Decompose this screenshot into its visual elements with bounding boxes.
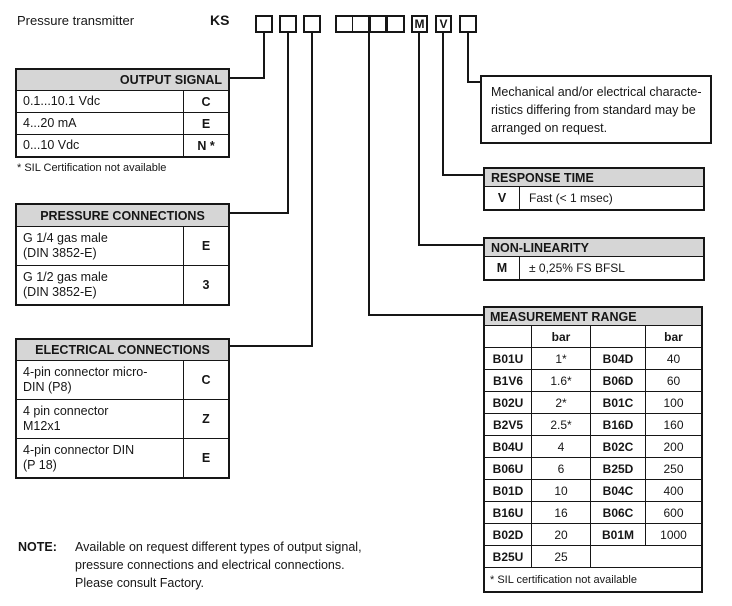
unit-right-label: bar: [645, 326, 701, 347]
table-row: [485, 524, 701, 546]
table-row: [17, 135, 228, 156]
code-box-pressure-connection: [279, 15, 297, 33]
range-value: 2.5*: [531, 414, 590, 435]
row-code: C: [183, 91, 228, 112]
range-value: 10: [531, 480, 590, 501]
output-signal-table: [15, 68, 230, 158]
row-code: M: [485, 257, 520, 279]
range-value: 60: [645, 370, 701, 391]
row-code: E: [183, 227, 228, 265]
connector-electrical-v: [311, 32, 313, 347]
request-note-line: Mechanical and/or electrical characte-: [491, 85, 702, 99]
row-label-line1: 4-pin connector micro-: [23, 365, 148, 379]
range-empty-cell: [590, 546, 701, 567]
row-label: 4...20 mA: [23, 116, 77, 130]
connector-output-signal-v: [263, 32, 265, 79]
range-value: 160: [645, 414, 701, 435]
request-note-box: [480, 75, 712, 144]
row-code: C: [183, 361, 228, 399]
table-row: [17, 439, 228, 477]
range-value: 20: [531, 524, 590, 545]
note-line: pressure connections and electrical connections.: [75, 558, 345, 572]
range-code: B06U: [492, 461, 524, 476]
model-code: KS: [210, 12, 230, 28]
range-code: B16D: [590, 414, 645, 435]
range-code: B16U: [492, 505, 524, 520]
code-box-response-time: V: [435, 15, 452, 33]
row-label-line1: G 1/2 gas male: [23, 270, 108, 284]
measurement-range-footnote-row: [485, 568, 701, 591]
range-code: B01C: [590, 392, 645, 413]
request-note-line: ristics differing from standard may be: [491, 103, 696, 117]
response-time-table: [483, 167, 705, 211]
range-code: B02U: [492, 395, 524, 410]
code-box-special-request: [459, 15, 477, 33]
row-label: [17, 361, 183, 399]
connector-responsetime-v: [442, 32, 444, 176]
range-code: B01D: [492, 483, 524, 498]
range-code: B25D: [590, 458, 645, 479]
range-char-3: [368, 17, 386, 31]
code-box-electrical-connection: [303, 15, 321, 33]
range-code: B06C: [590, 502, 645, 523]
range-value: 40: [645, 348, 701, 369]
pressure-connections-table: [15, 203, 230, 306]
row-value: Fast (< 1 msec): [529, 191, 613, 205]
row-code: V: [485, 187, 520, 209]
table-row: [485, 546, 701, 568]
non-linearity-table: [483, 237, 705, 281]
pressure-connections-header: PRESSURE CONNECTIONS: [17, 205, 228, 227]
range-code: B04D: [590, 348, 645, 369]
range-value: 2*: [531, 392, 590, 413]
response-time-header: RESPONSE TIME: [485, 169, 703, 187]
table-row: [485, 436, 701, 458]
row-label-line1: 4 pin connector: [23, 404, 109, 418]
connector-pressure-h: [229, 212, 289, 214]
measurement-range-footnote: * SIL certification not available: [490, 573, 637, 586]
range-value: 25: [531, 546, 590, 567]
page-title: Pressure transmitter: [17, 13, 135, 28]
row-label-line2: DIN (P8): [23, 380, 72, 394]
range-value: 4: [531, 436, 590, 457]
connector-pressure-v: [287, 32, 289, 214]
range-code: B04C: [590, 480, 645, 501]
range-value: 1*: [531, 348, 590, 369]
connector-nonlinearity-h: [418, 244, 485, 246]
code-box-output-signal: [255, 15, 273, 33]
row-label: [17, 400, 183, 438]
connector-nonlinearity-v: [418, 32, 420, 246]
range-value: 100: [645, 392, 701, 413]
range-value: 1000: [645, 524, 701, 545]
note-label: NOTE:: [18, 540, 57, 554]
table-row: [485, 257, 703, 279]
table-row: [485, 414, 701, 436]
row-label: [17, 227, 183, 265]
range-char-2: [352, 17, 368, 31]
range-code: B1V6: [492, 373, 524, 388]
row-value: ± 0,25% FS BFSL: [529, 261, 625, 275]
table-row: [17, 227, 228, 266]
request-note-line: arranged on request.: [491, 121, 608, 135]
range-code: B04U: [492, 439, 524, 454]
table-row: [485, 370, 701, 392]
row-code: E: [183, 439, 228, 477]
table-row: [485, 187, 703, 209]
range-code: B01M: [590, 524, 645, 545]
code-box-non-linearity: M: [411, 15, 428, 33]
range-char-1: [337, 17, 352, 31]
row-code: N *: [183, 135, 228, 156]
row-label: [17, 439, 183, 477]
electrical-connections-header: ELECTRICAL CONNECTIONS: [17, 340, 228, 361]
unit-cell: [485, 326, 531, 347]
table-row: [17, 91, 228, 113]
note-text: [75, 538, 362, 592]
row-label-line2: (DIN 3852-E): [23, 246, 97, 260]
table-row: [485, 392, 701, 414]
code-box-measurement-range: [335, 15, 405, 33]
connector-responsetime-h: [442, 174, 485, 176]
table-row: [17, 361, 228, 400]
range-value: 200: [645, 436, 701, 457]
range-code: B02D: [492, 527, 524, 542]
measurement-range-header: MEASUREMENT RANGE: [485, 308, 701, 326]
row-code: 3: [183, 266, 228, 304]
unit-row: [485, 326, 701, 348]
row-label: [17, 266, 183, 304]
connector-range-h: [368, 314, 485, 316]
range-char-4: [385, 17, 403, 31]
table-row: [17, 266, 228, 304]
table-row: [485, 480, 701, 502]
connector-output-signal-h: [229, 77, 265, 79]
range-value: 16: [531, 502, 590, 523]
range-value: 600: [645, 502, 701, 523]
row-label-line1: 4-pin connector DIN: [23, 443, 135, 457]
connector-range-v: [368, 32, 370, 316]
note-line: Please consult Factory.: [75, 576, 204, 590]
range-code: B2V5: [492, 417, 524, 432]
table-row: [485, 502, 701, 524]
table-row: [17, 113, 228, 135]
row-label: 0.1...10.1 Vdc: [23, 94, 101, 108]
range-code: B25U: [492, 549, 524, 564]
table-row: [485, 348, 701, 370]
range-value: 250: [645, 458, 701, 479]
table-row: [17, 400, 228, 439]
output-signal-header: OUTPUT SIGNAL: [17, 70, 228, 91]
connector-request-v: [467, 32, 469, 83]
note-line: Available on request different types of output signal,: [75, 540, 362, 554]
output-signal-footnote: * SIL Certification not available: [17, 162, 167, 174]
row-code: E: [183, 113, 228, 134]
measurement-range-table: [483, 306, 703, 593]
unit-left-label: bar: [531, 326, 590, 347]
row-code: Z: [183, 400, 228, 438]
row-label-line1: G 1/4 gas male: [23, 231, 108, 245]
non-linearity-header: NON-LINEARITY: [485, 239, 703, 257]
row-label-line2: (P 18): [23, 458, 57, 472]
range-value: 1.6*: [531, 370, 590, 391]
row-label-line2: (DIN 3852-E): [23, 285, 97, 299]
range-value: 6: [531, 458, 590, 479]
row-label: 0...10 Vdc: [23, 138, 80, 152]
range-code: B02C: [590, 436, 645, 457]
range-code: B01U: [492, 351, 524, 366]
row-label-line2: M12x1: [23, 419, 61, 433]
electrical-connections-table: [15, 338, 230, 479]
range-code: B06D: [590, 370, 645, 391]
table-row: [485, 458, 701, 480]
connector-electrical-h: [229, 345, 313, 347]
note-block: [18, 538, 57, 556]
range-value: 400: [645, 480, 701, 501]
unit-cell: [590, 326, 645, 347]
